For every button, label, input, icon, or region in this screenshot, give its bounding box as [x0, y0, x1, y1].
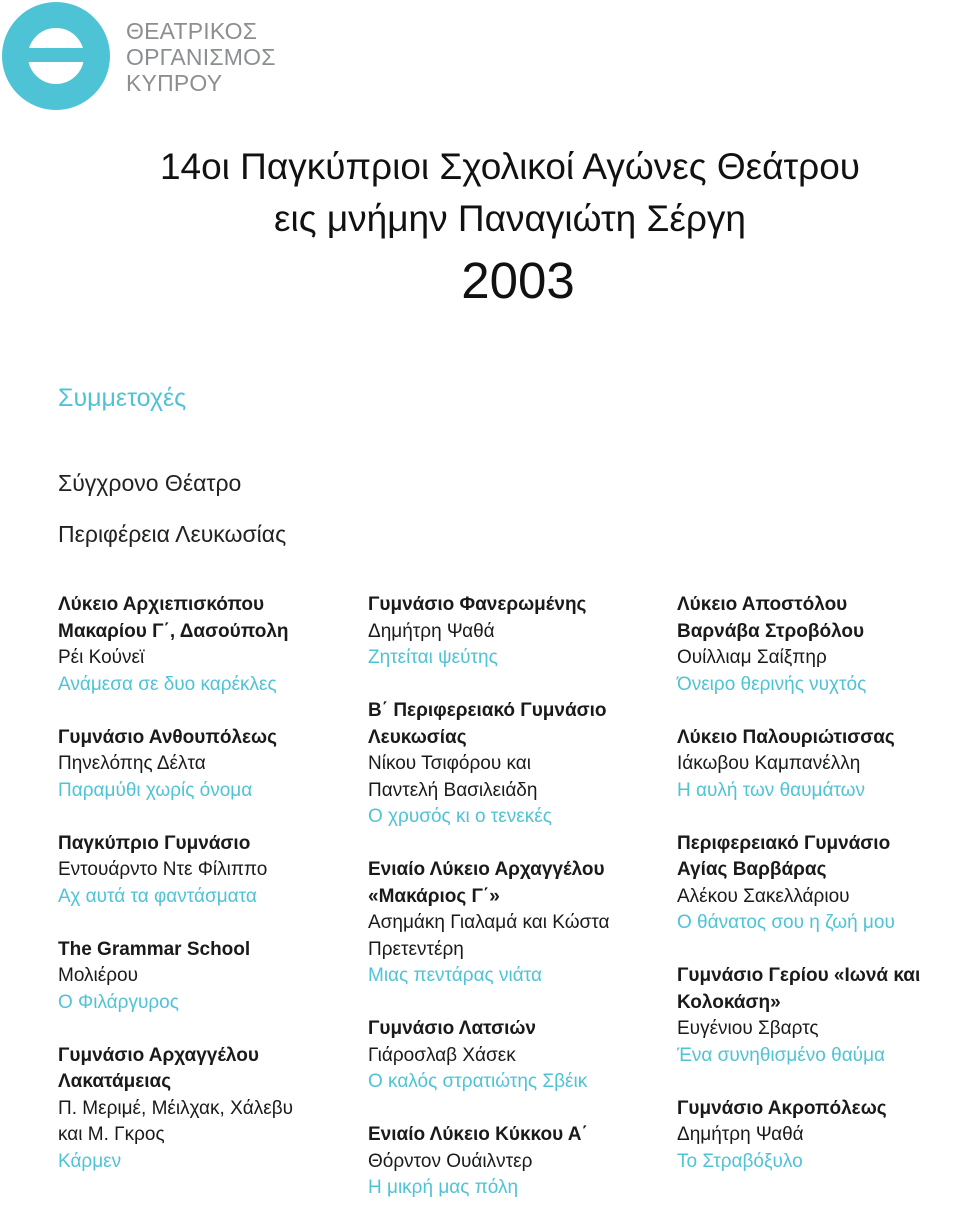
logo-line: ΘΕΑΤΡΙΚΟΣ [126, 18, 258, 44]
entry [368, 592, 658, 672]
entry [677, 725, 960, 805]
play-title: Το Στραβόξυλο [677, 1150, 803, 1172]
category-heading: Σύγχρονο Θέατρο [58, 470, 242, 496]
school-name: Λύκειο Αρχιεπισκόπου [58, 594, 265, 615]
logo-line: ΟΡΓΑΝΙΣΜΟΣ [126, 44, 276, 70]
entry [58, 725, 343, 805]
school-name: Αγίας Βαρβάρας [677, 859, 827, 880]
school-name: Παγκύπριο Γυμνάσιο [58, 832, 251, 854]
logo-text [126, 18, 276, 96]
play-title: Παραμύθι χωρίς όνομα [58, 779, 253, 801]
play-author: Ασημάκη Γιαλαμά και Κώστα [368, 912, 610, 933]
play-author: Ιάκωβου Καμπανέλλη [677, 753, 861, 774]
school-name: The Grammar School [58, 938, 251, 960]
play-author: Νίκου Τσιφόρου και [368, 753, 531, 774]
school-name: Βαρνάβα Στροβόλου [677, 620, 865, 642]
play-title: Αχ αυτά τα φαντάσματα [58, 885, 257, 907]
entries-column-2 [368, 592, 658, 1228]
logo-mark-icon [2, 2, 110, 110]
participations-heading: Συμμετοχές [58, 384, 187, 412]
play-title: Ο καλός στρατιώτης Σβέικ [368, 1071, 588, 1092]
school-name: Γυμνάσιο Γερίου «Ιωνά και [677, 965, 921, 986]
play-author: Δημήτρη Ψαθά [368, 620, 495, 642]
school-name: Λύκειο Αποστόλου [677, 594, 848, 615]
play-title: Ο θάνατος σου η ζωή μου [677, 912, 895, 933]
play-title: Η μικρή μας πόλη [368, 1177, 519, 1198]
play-author: Εντουάρντο Ντε Φίλιππο [58, 859, 268, 880]
entry [677, 592, 960, 698]
school-name: Γυμνάσιο Ακροπόλεως [677, 1097, 887, 1119]
page-title-line-2: εις μνήμην Παναγιώτη Σέργη [274, 198, 746, 239]
entry [368, 698, 658, 831]
school-name: Λευκωσίας [368, 726, 467, 748]
play-title: Ο Φιλάργυρος [58, 991, 179, 1013]
play-author: Πηνελόπης Δέλτα [58, 753, 206, 774]
play-author: Πρετεντέρη [368, 938, 464, 960]
play-title: Ο χρυσός κι ο τενεκές [368, 806, 552, 827]
school-name: Γυμνάσιο Αρχαγγέλου [58, 1044, 259, 1066]
entry [58, 592, 343, 698]
school-name: Γυμνάσιο Φανερωμένης [368, 594, 587, 615]
play-author: Ουίλλιαμ Σαίξπηρ [677, 647, 827, 668]
play-author: Δημήτρη Ψαθά [677, 1124, 804, 1145]
entry [58, 937, 343, 1017]
entry [368, 857, 658, 990]
entry [677, 831, 960, 937]
entry [58, 1043, 343, 1176]
school-name: Γυμνάσιο Ανθουπόλεως [58, 726, 277, 748]
entry [677, 1096, 960, 1176]
page-title-line-1: 14οι Παγκύπριοι Σχολικοί Αγώνες Θεάτρου [159, 146, 861, 187]
school-name: «Μακάριος Γ΄» [368, 885, 500, 907]
play-title: Ένα συνηθισμένο θαύμα [677, 1044, 885, 1066]
logo [0, 0, 330, 120]
play-title: Ανάμεσα σε δυο καρέκλες [58, 673, 277, 695]
school-name: Ενιαίο Λύκειο Αρχαγγέλου [368, 859, 605, 880]
entry [677, 963, 960, 1069]
entry [368, 1122, 658, 1202]
region-heading: Περιφέρεια Λευκωσίας [58, 521, 287, 547]
school-name: Περιφερειακό Γυμνάσιο [677, 832, 891, 854]
school-name: Μακαρίου Γ΄, Δασούπολη [58, 620, 289, 642]
play-author: Μολιέρου [58, 965, 138, 986]
play-author: Αλέκου Σακελλάριου [677, 885, 850, 907]
entries-column-1 [58, 592, 343, 1202]
play-title: Μιας πεντάρας νιάτα [368, 965, 542, 986]
play-author: και Μ. Γκρος [58, 1124, 165, 1145]
play-author: Ρέι Κούνεϊ [58, 647, 145, 668]
play-author: Ευγένιου Σβαρτς [677, 1018, 819, 1039]
school-name: Λακατάμειας [58, 1071, 172, 1092]
play-author: Γιάροσλαβ Χάσεκ [368, 1044, 516, 1066]
play-title: Όνειρο θερινής νυχτός [677, 673, 867, 695]
entry [368, 1016, 658, 1096]
year-heading: 2003 [461, 252, 575, 309]
play-author: Παντελή Βασιλειάδη [368, 779, 538, 801]
school-name: Β΄ Περιφερειακό Γυμνάσιο [368, 700, 607, 721]
school-name: Λύκειο Παλουριώτισσας [677, 726, 895, 748]
entries-column-3 [677, 592, 960, 1202]
entry [58, 831, 343, 911]
play-author: Π. Μεριμέ, Μέιλχακ, Χάλεβυ [58, 1097, 294, 1119]
school-name: Γυμνάσιο Λατσιών [368, 1018, 537, 1039]
play-title: Η αυλή των θαυμάτων [677, 779, 866, 801]
school-name: Ενιαίο Λύκειο Κύκκου Α΄ [368, 1124, 588, 1145]
play-author: Θόρντον Ουάιλντερ [368, 1150, 533, 1172]
school-name: Κολοκάση» [677, 991, 781, 1013]
logo-line: ΚΥΠΡΟΥ [126, 70, 223, 96]
play-title: Κάρμεν [58, 1150, 122, 1172]
play-title: Ζητείται ψεύτης [368, 647, 498, 668]
